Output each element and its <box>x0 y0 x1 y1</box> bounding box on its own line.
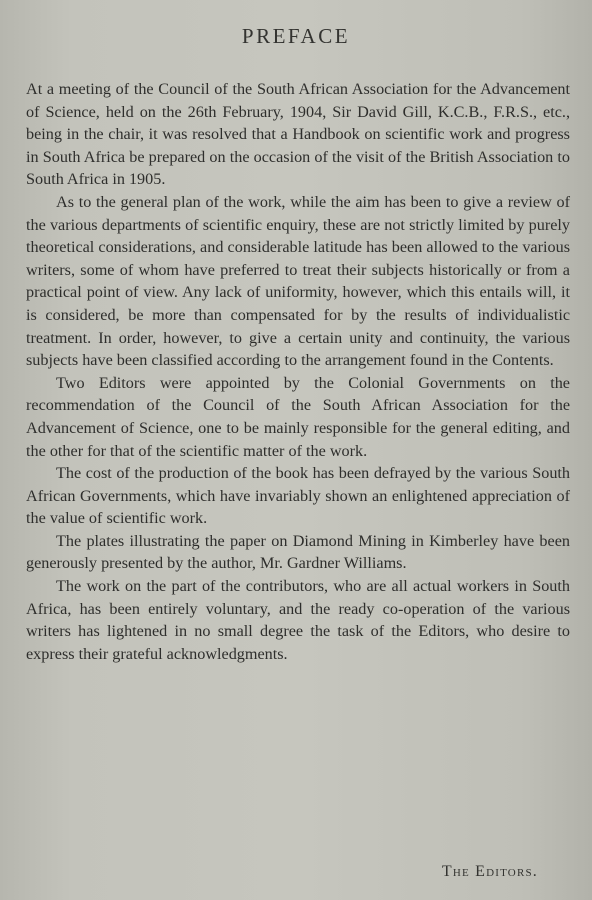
paragraph-general-plan: As to the general plan of the work, while the aim has been to give a review of the various departments of scientific enquiry, these are not strictly limited by purely theoretical considerations, and considerable latitude has been allowed to the various writers, some of whom have preferred to treat their subjects historically or from a practical point of view. Any lack of uniformity, however, which this entails will, it is considered, be more than compensated for by the results of individualistic treatment. In order, however, to give a certain unity and continuity, the various subjects have been classified according to the arrangement found in the Contents. <box>26 192 570 370</box>
page-heading: PREFACE <box>241 24 351 48</box>
paragraph-editors: Two Editors were appointed by the Colonial Governments on the recommendation of the Council of the South African Association for the Advancement of Science, one to be mainly responsible for the general editing, and the other for that of the scientific matter of the work. <box>26 373 570 460</box>
paragraph-plates: The plates illustrating the paper on Diamond Mining in Kimberley have been generously presented by the author, Mr. Gardner Williams. <box>26 531 570 573</box>
paragraph-contributors: The work on the part of the contributors, who are all actual workers in South Africa, has been entirely voluntary, and the ready co-operation of the various writers has lightened in no small degree the task of the Editors, who desire to express their grateful acknowledgments. <box>26 577 570 663</box>
preface-body <box>26 78 570 665</box>
editors-signature: The Editors. <box>441 863 538 880</box>
paragraph-meeting: At a meeting of the Council of the South African Association for the Advancement of Science, held on the 26th February, 1904, Sir David Gill, K.C.B., F.R.S., etc., being in the chair, it was resolved that a Handbook on scientific work and progress in South Africa be prepared on the occasion of the visit of the British Association to South Africa in 1905. <box>26 80 570 189</box>
paragraph-cost: The cost of the production of the book has been defrayed by the various South African Governments, which have invariably shown an enlightened appreciation of the value of scientific work. <box>26 464 570 528</box>
